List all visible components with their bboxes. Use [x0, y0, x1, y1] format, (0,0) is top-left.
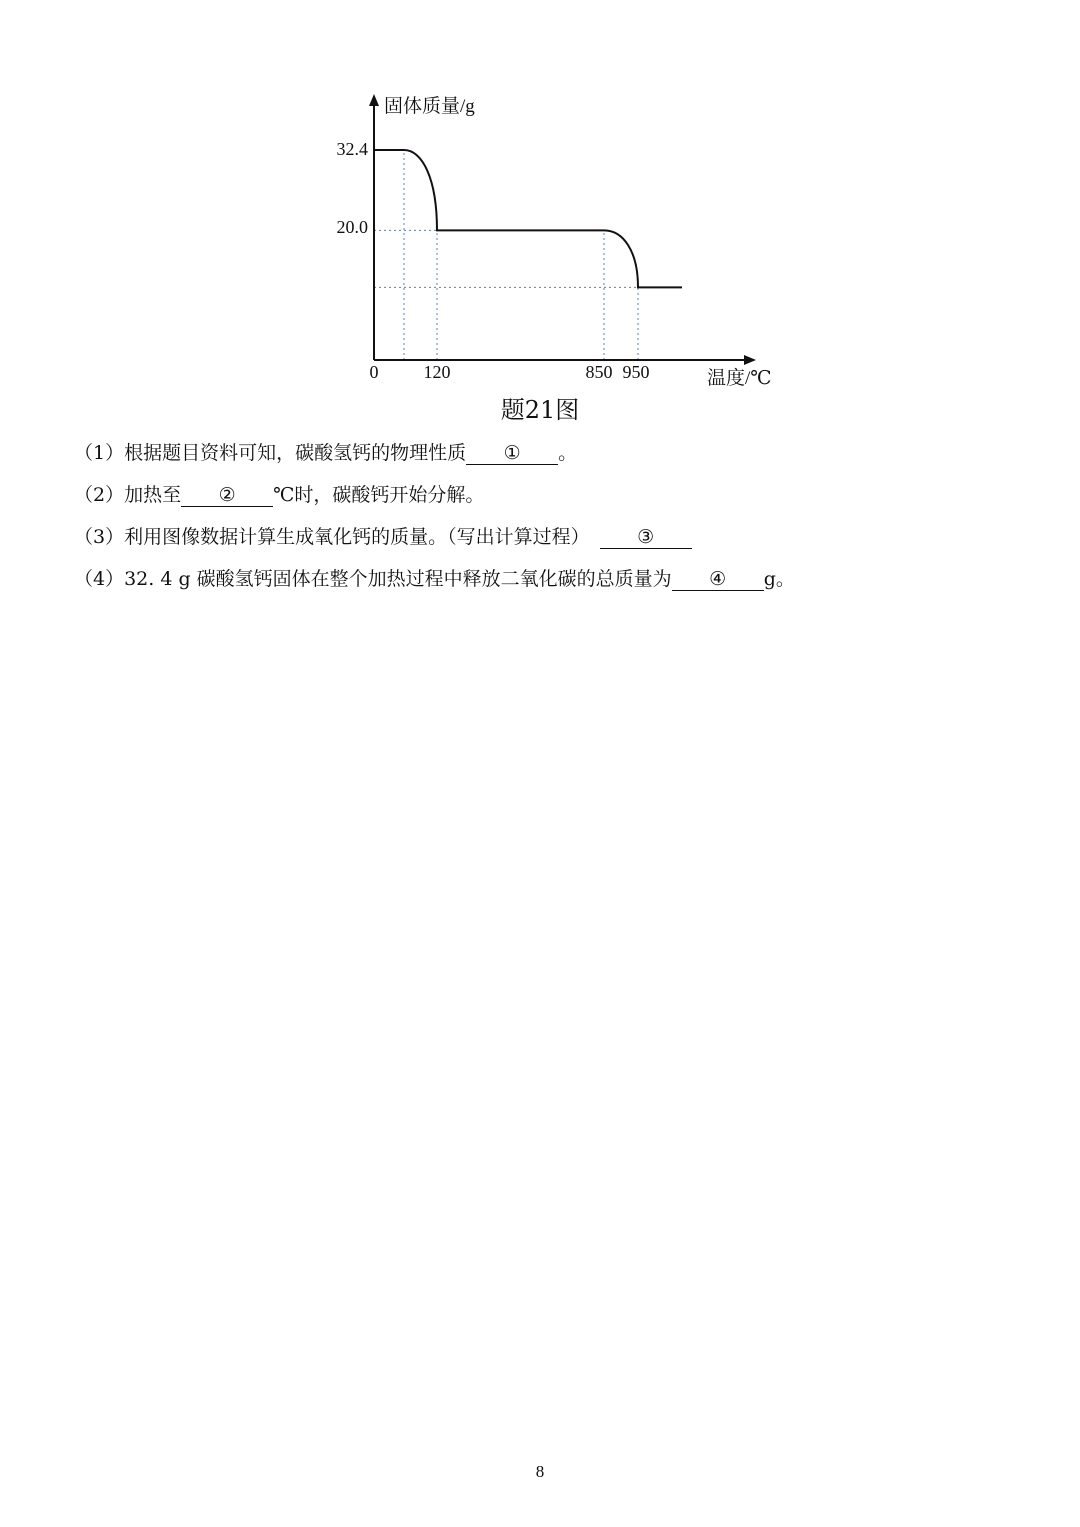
x-axis-arrow — [744, 355, 756, 365]
x-axis-label: 温度/℃ — [707, 368, 772, 389]
y-tick-label-32-4: 32.4 — [336, 139, 368, 159]
mass-temperature-chart — [0, 0, 1080, 440]
question-1-text: （1）根据题目资料可知，碳酸氢钙的物理性质 — [74, 442, 467, 464]
mass-curve — [374, 150, 682, 287]
y-axis-label: 固体质量/g — [384, 96, 475, 117]
answer-blank-2: ② — [181, 484, 273, 507]
page-number: 8 — [535, 1462, 545, 1481]
question-4-suffix: g。 — [763, 568, 795, 590]
question-2-suffix: ℃时，碳酸钙开始分解。 — [273, 484, 485, 506]
y-tick-label-20-0: 20.0 — [336, 217, 368, 237]
question-2-text: （2）加热至 — [74, 484, 182, 506]
figure-caption: 题21图 — [500, 396, 580, 424]
x-tick-label-950: 950 — [622, 362, 650, 382]
question-1-suffix: 。 — [558, 442, 578, 464]
answer-blank-1: ① — [466, 442, 558, 465]
question-4 — [74, 566, 795, 592]
answer-blank-3: ③ — [600, 526, 692, 549]
origin-label: 0 — [369, 362, 379, 382]
question-1 — [74, 440, 577, 466]
question-4-text: （4）32. 4 g 碳酸氢钙固体在整个加热过程中释放二氧化碳的总质量为 — [74, 568, 672, 590]
reference-lines — [374, 150, 638, 360]
question-2 — [74, 482, 484, 508]
x-tick-label-850: 850 — [585, 362, 613, 382]
series — [374, 150, 682, 287]
axes — [337, 94, 772, 389]
answer-blank-4: ④ — [672, 568, 764, 591]
x-tick-label-120: 120 — [423, 362, 451, 382]
question-3 — [74, 524, 692, 550]
question-3-text: （3）利用图像数据计算生成氧化钙的质量。（写出计算过程） — [74, 526, 590, 548]
y-axis-arrow — [369, 94, 379, 106]
